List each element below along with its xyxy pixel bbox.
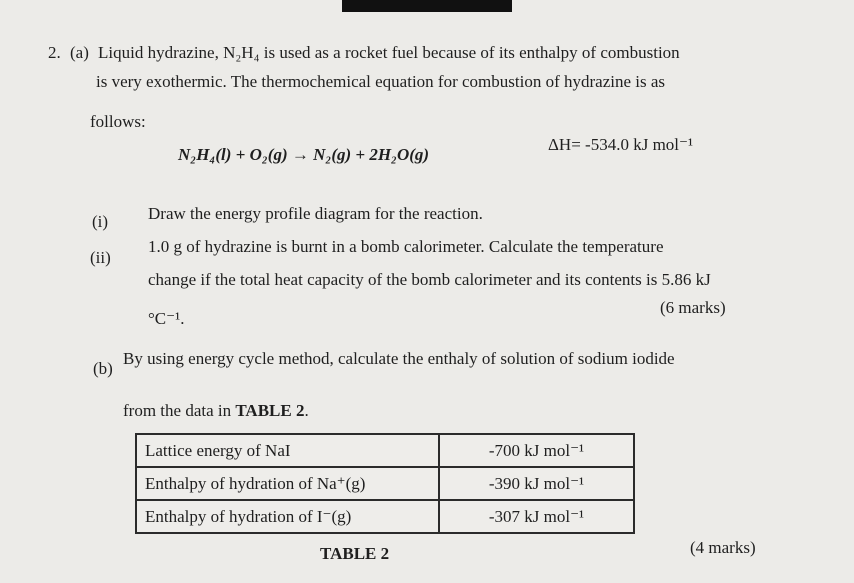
table-caption: TABLE 2 (320, 544, 390, 563)
part-b-line1: By using energy cycle method, calculate the enthaly of solution of sodium iodide (123, 349, 675, 368)
part-b-line2 (123, 402, 309, 421)
equation-text: N₂H₄(l) + O₂(g) → N₂(g) + 2H₂O(g) (178, 145, 430, 164)
table-cell-value: -700 kJ mol⁻¹ (439, 434, 634, 467)
data-table (135, 433, 635, 534)
marks-part-b: (4 marks) (690, 538, 756, 557)
table-cell-value: -307 kJ mol⁻¹ (439, 500, 634, 533)
table-row (136, 500, 634, 533)
sub-ii-label: (ii) (90, 248, 111, 267)
part-a-line1: Liquid hydrazine, N₂H₄ is used as a rocket fuel because of its enthalpy of combustion (98, 43, 680, 62)
sub-ii-line3: °C⁻¹. (148, 309, 185, 328)
part-b-table-ref: TABLE 2 (235, 401, 305, 420)
part-b-label: (b) (93, 359, 113, 378)
part-b-line2-prefix: from the data in (123, 401, 236, 420)
sub-ii-line2: change if the total heat capacity of the bomb calorimeter and its contents is 5.86 kJ (148, 270, 711, 289)
enthalpy-change: ΔH= -534.0 kJ mol⁻¹ (548, 135, 694, 154)
reaction-equation (178, 146, 429, 165)
part-a-line2: is very exothermic. The thermochemical equation for combustion of hydrazine is as (96, 72, 666, 91)
sub-i-label: (i) (92, 212, 109, 231)
table-cell-label: Enthalpy of hydration of I⁻(g) (136, 500, 439, 533)
sub-i-text: Draw the energy profile diagram for the reaction. (148, 204, 483, 223)
top-dark-bar (342, 0, 512, 12)
table-cell-value: -390 kJ mol⁻¹ (439, 467, 634, 500)
part-b-line2-suffix: . (304, 401, 309, 420)
part-a-line3: follows: (90, 112, 146, 131)
table-cell-label: Lattice energy of NaI (136, 434, 439, 467)
table-cell-label: Enthalpy of hydration of Na⁺(g) (136, 467, 439, 500)
sub-ii-line1: 1.0 g of hydrazine is burnt in a bomb calorimeter. Calculate the temperature (148, 237, 664, 256)
question-number: 2. (48, 43, 61, 62)
part-a-label: (a) (70, 43, 89, 62)
table-row (136, 467, 634, 500)
table-row (136, 434, 634, 467)
marks-part-a: (6 marks) (660, 298, 726, 317)
